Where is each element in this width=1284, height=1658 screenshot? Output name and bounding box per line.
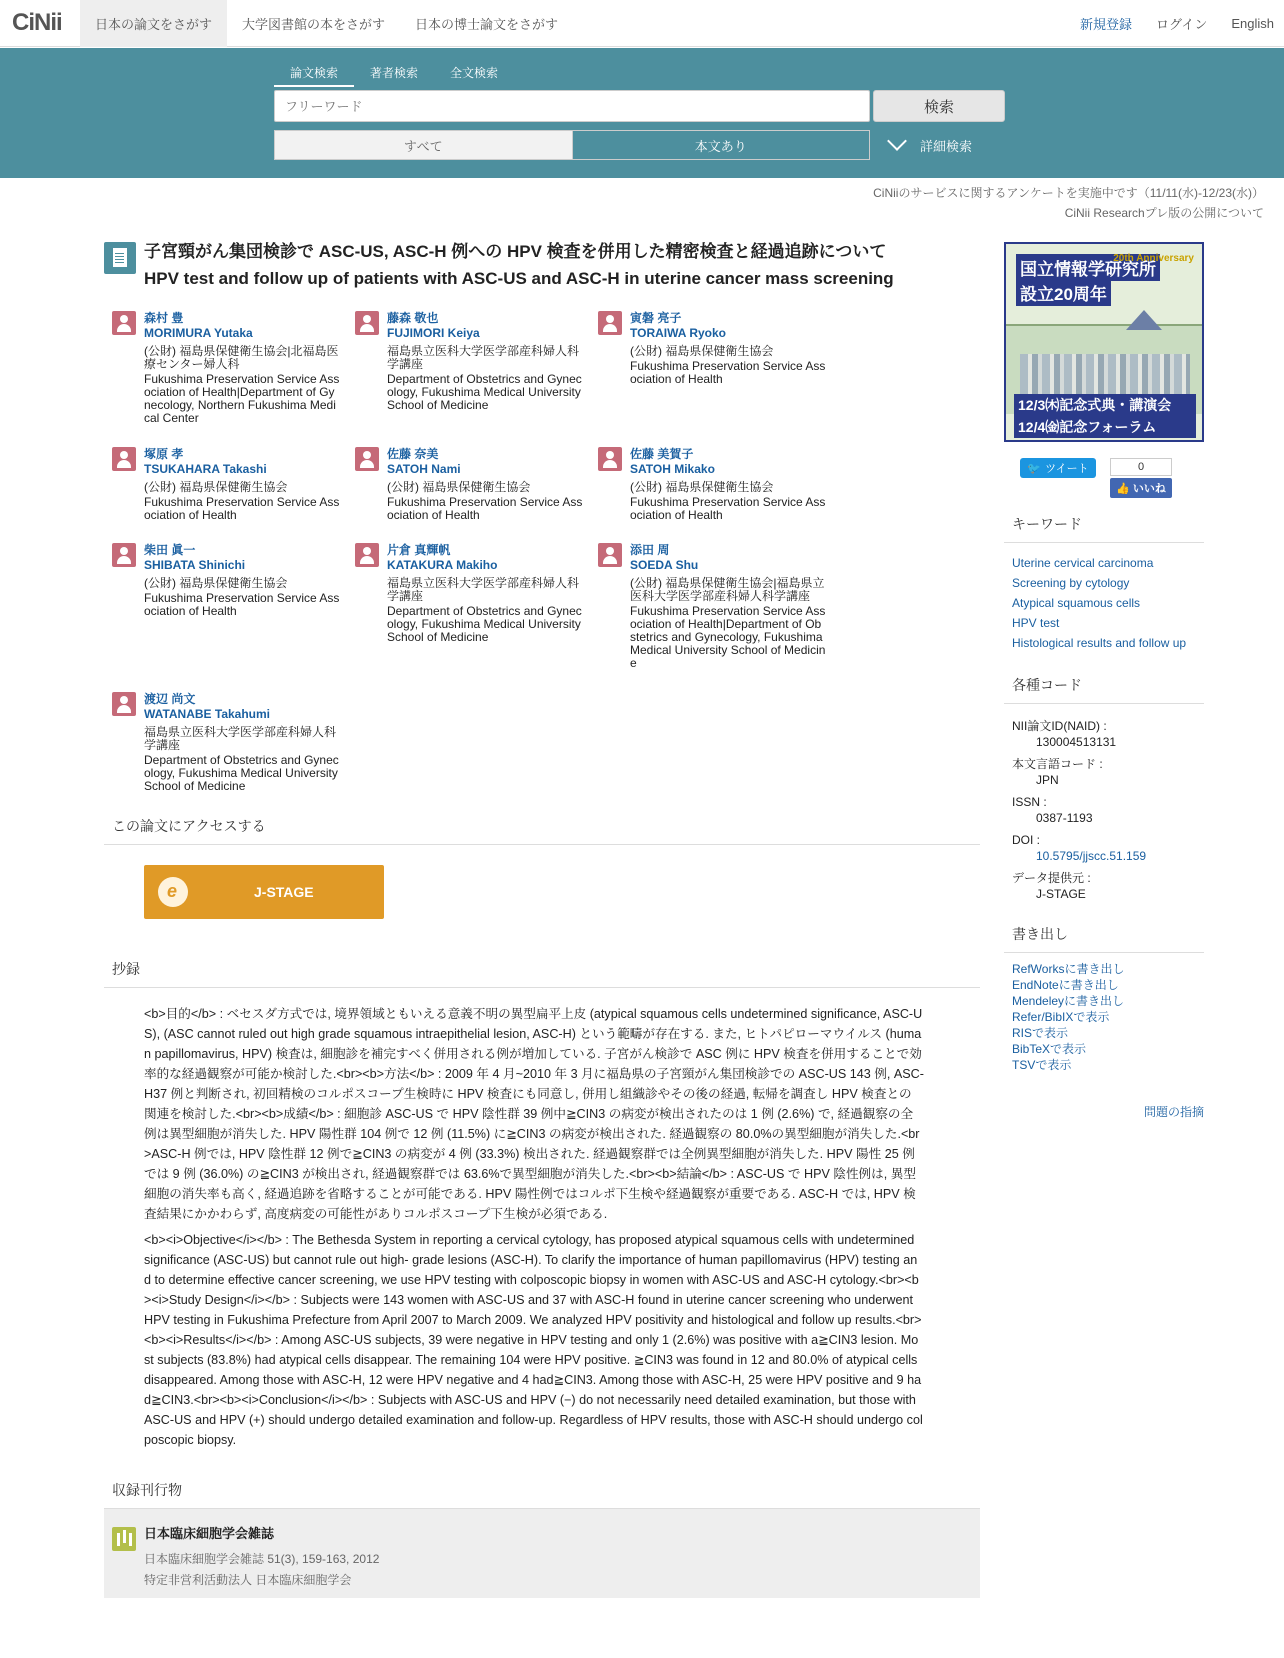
provider-label: データ提供元 : (1012, 871, 1091, 885)
author-name-en[interactable]: TORAIWA Ryoko (630, 326, 727, 340)
export-list (1004, 953, 1204, 1073)
author-affiliation-en: Fukushima Preservation Service Association of Health (144, 495, 340, 522)
author-affiliation-en: Fukushima Preservation Service Association of Health (630, 495, 826, 522)
author-name-ja[interactable]: 森村 豊 (144, 311, 184, 325)
code-list (1004, 704, 1204, 902)
author-card (347, 311, 582, 412)
author-card (104, 543, 340, 618)
tab-dissertations[interactable]: 日本の博士論文をさがす (415, 16, 559, 32)
author-name-en[interactable]: WATANABE Takahumi (144, 707, 271, 721)
author-name-ja[interactable]: 寅磐 亮子 (630, 311, 682, 325)
abstract-en: <b><i>Objective</i></b> : The Bethesda System in reporting a cervical cytology, has proposed atypical squamous cells with undetermined significance (ASC-US) but cannot rule out high- grade lesions (ASC-H). To clarify the importance of human papillomavirus (HPV) testing and to determine effective cancer screening, we use HPV testing with colposcopic biopsy in women with ASC-US and ASC-H cytology.<br><b><i>Study Design</i></b> : Subjects were 143 women with ASC-US and 37 with ASC-H found in uterine cancer screening who underwent HPV testing in Fukushima Prefecture from April 2007 to March 2009. We analyzed HPV positivity and histological and follow up results.<br><b><i>Results</i></b> : Among ASC-US subjects, 39 were negative in HPV testing and only 1 (2.6%) was positive with a≧CIN3 lesion. Most subjects (83.8%) had atypical cells disappear. The remaining 104 were HPV positive. ≧CIN3 was found in 12 and 80.0% of atypical cells disappeared. Among those with ASC-H, 12 were HPV negative and 4 had≧CIN3. Among those with ASC-H, 25 were HPV positive and 9 had≧CIN3.<br><b><i>Conclusion</i></b> : Subjects with ASC-US and HPV (−) do not necessarily need detailed examination, but those with ASC-US and HPV (+) should undergo detailed examination and follow-up. Regardless of HPV results, those with ASC-H should undergo colposcopic biopsy. (144, 1233, 923, 1447)
person-icon (355, 447, 379, 471)
english-link[interactable]: English (1231, 16, 1274, 31)
journal-publisher: 特定非営利活動法人 日本臨床細胞学会 (144, 1573, 352, 1587)
journal-icon (112, 1527, 136, 1551)
person-icon (112, 692, 136, 716)
export-bibtex-link[interactable]: BibTeXで表示 (1012, 1042, 1087, 1056)
naid-label: NII論文ID(NAID) : (1012, 719, 1107, 733)
export-mendeley-link[interactable]: Mendeleyに書き出し (1012, 994, 1125, 1008)
jstage-label: J-STAGE (254, 884, 314, 900)
person-icon (598, 311, 622, 335)
article-title-en: HPV test and follow up of patients with ASC-US and ASC-H in uterine cancer mass screening (144, 269, 894, 288)
author-affiliation-en: Department of Obstetrics and Gynecology, Fukushima Medical University School of Medicine (387, 372, 582, 412)
main-content (104, 240, 980, 1598)
article-title-ja: 子宮頸がん集団検診で ASC-US, ASC-H 例への HPV 検査を併用した精密検査と経過追跡について (144, 242, 887, 261)
search-band (0, 48, 1284, 178)
author-affiliation-en: Fukushima Preservation Service Association of Health|Department of Gynecology, Northern Fukushima Medical Center (144, 372, 340, 425)
filter-all[interactable]: すべて (275, 131, 572, 159)
tab-article-search[interactable]: 論文検索 (274, 64, 354, 87)
author-name-en[interactable]: SATOH Mikako (630, 462, 715, 476)
document-icon (104, 242, 136, 274)
like-count: 0 (1110, 458, 1172, 476)
author-name-ja[interactable]: 佐藤 奈美 (387, 447, 439, 461)
banner-city (1020, 354, 1190, 394)
journal-title[interactable]: 日本臨床細胞学会雑誌 (144, 1526, 275, 1541)
person-icon (112, 311, 136, 335)
naid-value: 130004513131 (1036, 735, 1117, 749)
author-affiliation-ja: (公財) 福島県保健衛生協会|福島県立医科大学医学部産科婦人科学講座 (630, 576, 825, 603)
person-icon (598, 447, 622, 471)
author-name-ja[interactable]: 柴田 眞一 (144, 543, 196, 557)
banner-event2: 12/4㈮記念フォーラム (1014, 416, 1196, 438)
tweet-button[interactable] (1020, 458, 1096, 478)
person-icon (112, 543, 136, 567)
keyword-link[interactable]: Histological results and follow up (1012, 636, 1187, 650)
author-name-en[interactable]: FUJIMORI Keiya (387, 326, 480, 340)
author-affiliation-ja: (公財) 福島県保健衛生協会 (144, 480, 288, 494)
author-card (590, 543, 826, 670)
language-label: 本文言語コード : (1012, 757, 1103, 771)
research-notice[interactable]: CiNii Researchプレ版の公開について (1064, 206, 1264, 220)
doi-link[interactable]: 10.5795/jjscc.51.159 (1036, 849, 1147, 863)
author-affiliation-ja: 福島県立医科大学医学部産科婦人科学講座 (387, 576, 580, 603)
fulltext-filter (274, 130, 870, 160)
person-icon (598, 543, 622, 567)
provider-value: J-STAGE (1036, 887, 1086, 901)
keyword-link[interactable]: Uterine cervical carcinoma (1012, 556, 1154, 570)
author-affiliation-ja: (公財) 福島県保健衛生協会 (630, 480, 774, 494)
tab-articles[interactable]: 日本の論文をさがす (80, 0, 227, 47)
author-affiliation-ja: 福島県立医科大学医学部産科婦人科学講座 (144, 725, 337, 752)
author-list (104, 311, 980, 816)
search-button[interactable]: 検索 (873, 90, 1005, 122)
sidebar (1004, 242, 1204, 1120)
author-name-ja[interactable]: 藤森 敬也 (387, 311, 439, 325)
filter-fulltext[interactable]: 本文あり (572, 131, 870, 159)
author-card (104, 447, 340, 522)
author-card (104, 692, 339, 793)
keyword-link[interactable]: Atypical squamous cells (1012, 596, 1141, 610)
author-affiliation-en: Fukushima Preservation Service Association of Health (387, 495, 583, 522)
author-name-en[interactable]: MORIMURA Yutaka (144, 326, 253, 340)
author-name-en[interactable]: KATAKURA Makiho (387, 558, 498, 572)
author-affiliation-ja: (公財) 福島県保健衛生協会|北福島医療センター婦人科 (144, 344, 339, 371)
article-title-block (104, 240, 980, 291)
register-link[interactable]: 新規登録 (1079, 17, 1132, 32)
top-nav (0, 0, 1284, 47)
codes-heading: 各種コード (1004, 675, 1204, 704)
report-problem-link[interactable]: 問題の指摘 (1143, 1105, 1204, 1119)
chevron-down-icon (887, 131, 907, 151)
author-affiliation-en: Fukushima Preservation Service Association of Health (630, 359, 826, 386)
author-affiliation-ja: (公財) 福島県保健衛生協会 (630, 344, 774, 358)
login-link[interactable]: ログイン (1156, 17, 1208, 32)
survey-notice[interactable]: CiNiiのサービスに関するアンケートを実施中です（11/11(水)-12/23(水)） (873, 186, 1264, 200)
banner-line2: 設立20周年 (1016, 279, 1111, 306)
account-links (1080, 0, 1274, 47)
keyword-list (1004, 543, 1204, 653)
social-buttons (1004, 458, 1204, 498)
author-name-ja[interactable]: 塚原 孝 (144, 447, 184, 461)
author-name-en[interactable]: TSUKAHARA Takashi (144, 462, 267, 476)
tab-author-search[interactable]: 著者検索 (370, 66, 419, 80)
banner-line1: 国立情報学研究所 (1016, 254, 1160, 281)
author-card (590, 447, 826, 522)
abstract-heading: 抄録 (104, 959, 980, 988)
author-affiliation-en: Department of Obstetrics and Gynecology, Fukushima Medical University School of Medicine (387, 604, 582, 644)
person-icon (355, 543, 379, 567)
author-affiliation-ja: 福島県立医科大学医学部産科婦人科学講座 (387, 344, 580, 371)
issn-value: 0387-1193 (1036, 811, 1093, 825)
author-name-en[interactable]: SATOH Nami (387, 462, 461, 476)
author-affiliation-ja: (公財) 福島県保健衛生協会 (387, 480, 531, 494)
banner-event1: 12/3㈭記念式典・講演会 (1014, 394, 1196, 416)
person-icon (112, 447, 136, 471)
keywords-heading: キーワード (1004, 514, 1204, 543)
banner-mountain (1126, 310, 1162, 330)
author-affiliation-en: Fukushima Preservation Service Association of Health (144, 591, 340, 618)
abstract-text (144, 1004, 924, 1450)
author-affiliation-ja: (公財) 福島県保健衛生協会 (144, 576, 288, 590)
export-ris-link[interactable]: RISで表示 (1012, 1026, 1069, 1040)
author-name-ja[interactable]: 添田 周 (630, 543, 670, 557)
author-name-en[interactable]: SHIBATA Shinichi (144, 558, 246, 572)
author-name-en[interactable]: SOEDA Shu (630, 558, 699, 572)
author-name-ja[interactable]: 佐藤 美賀子 (630, 447, 694, 461)
nii-anniversary-banner[interactable] (1004, 242, 1204, 442)
search-tabs (274, 64, 514, 87)
author-card (347, 543, 582, 644)
keyword-link[interactable]: HPV test (1012, 616, 1060, 630)
like-button[interactable] (1110, 478, 1172, 498)
keyword-link[interactable]: Screening by cytology (1012, 576, 1130, 590)
author-name-ja[interactable]: 渡辺 尚文 (144, 692, 196, 706)
cinii-logo[interactable]: CiNii (12, 9, 62, 36)
author-name-ja[interactable]: 片倉 真輝帆 (387, 543, 451, 557)
language-value: JPN (1036, 773, 1059, 787)
author-card (590, 311, 826, 386)
export-endnote-link[interactable]: EndNoteに書き出し (1012, 978, 1119, 992)
journal-heading: 収録刊行物 (104, 1480, 980, 1509)
tab-books[interactable]: 大学図書館の本をさがす (242, 16, 386, 32)
author-card (347, 447, 583, 522)
banner-anniversary: 20th Anniversary (1113, 253, 1194, 264)
export-refworks-link[interactable]: RefWorksに書き出し (1012, 962, 1125, 976)
tab-fulltext-search[interactable]: 全文検索 (450, 66, 499, 80)
person-icon (355, 311, 379, 335)
issn-label: ISSN : (1012, 795, 1047, 809)
advanced-search-toggle[interactable] (890, 132, 972, 158)
export-tsv-link[interactable]: TSVで表示 (1012, 1058, 1072, 1072)
access-heading: この論文にアクセスする (104, 816, 980, 845)
jstage-icon (158, 877, 188, 907)
tweet-label: ツイート (1045, 463, 1089, 475)
like-label: いいね (1132, 483, 1166, 495)
export-refer-link[interactable]: Refer/BibIXで表示 (1012, 1010, 1110, 1024)
author-card (104, 311, 340, 425)
export-heading: 書き出し (1004, 924, 1204, 953)
author-affiliation-en: Fukushima Preservation Service Association of Health|Department of Obstetrics and Gynecology, Fukushima Medical University School of Medicine (630, 604, 826, 670)
advanced-search-label: 詳細検索 (920, 138, 973, 154)
journal-box (104, 1509, 980, 1598)
doi-label: DOI : (1012, 833, 1041, 847)
author-affiliation-en: Department of Obstetrics and Gynecology, Fukushima Medical University School of Medicine (144, 753, 339, 793)
twitter-icon: 🐦 (1027, 462, 1042, 475)
abstract-ja: <b>目的</b> : ベセスダ方式では, 境界領域ともいえる意義不明の異型扁平上皮 (atypical squamous cells undetermined significance, ASC-US), (ASC cannot ruled out high grade squamous intraepithelial lesion, ASC-H) という範疇が存在する. また, ヒトパピローマウイルス (human papillomavirus, HPV) 検査は, 細胞診を補完すべく併用される例が増加している. 子宮がん検診で ASC 例に HPV 検査を併用することで効率的な経過観察が可能か検討した.<br><b>方法</b> : 2009 年 4 月~2010 年 3 月に福島県の子宮頸がん集団検診での ASC-US 143 例, ASC-H37 例と判断され, 初回精検のコルポスコープ生検時に HPV 検査にも同意し, 併用し組織診やその後の経過, 転帰を調査し HPV 検査との関連を検討した.<br><b>成績</b> : 細胞診 ASC-US で HPV 陰性群 39 例中≧CIN3 の病変が検出されたのは 1 例 (2.6%) で, 経過観察の全例は異型細胞が消失した. HPV 陽性群 104 例で 12 例 (11.5%) に≧CIN3 の病変が検出された. 経過観察の 80.0%の異型細胞が消失した.<br>ASC-H 例では, HPV 陰性群 12 例で≧CIN3 の病変が 4 例 (33.3%) 検出された. 経過観察群では全例異型細胞が消失した. HPV 陽性 25 例では 9 例 (36.0%) の≧CIN3 が検出され, 経過観察群では 63.6%で異型細胞が消失した.<br><b>結論</b> : ASC-US で HPV 陰性例は, 異型細胞の消失率も高く, 経過追跡を省略することが可能である. HPV 陽性例ではコルポ下生検や経過観察が重要である. ASC-H では, HPV 検査結果にかかわらず, 高度病変の可能性がありコルポスコープ下生検が必須である. (144, 1007, 924, 1221)
jstage-button[interactable] (144, 865, 384, 919)
search-input[interactable] (274, 90, 870, 122)
journal-issue: 日本臨床細胞学会雑誌 51(3), 159-163, 2012 (144, 1552, 380, 1566)
thumbs-up-icon: 👍 (1116, 482, 1133, 495)
